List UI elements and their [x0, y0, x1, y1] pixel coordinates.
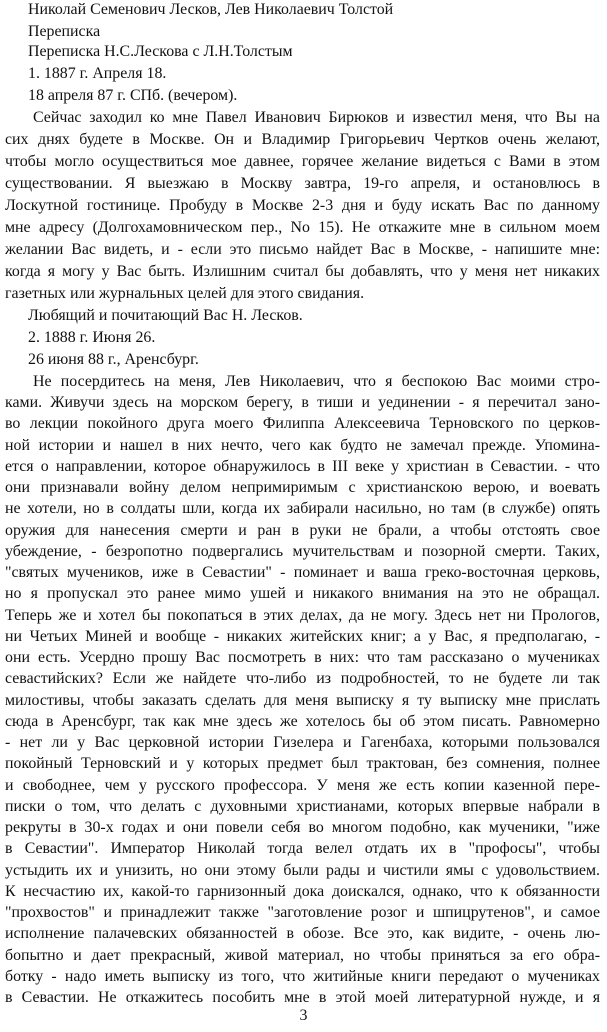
letter2-line: покойный Терновский и у которых предмет был трактован, без сомнения, полнее: [5, 755, 600, 772]
letter2-line: ется о направлении, которое обнаружилось в III веке у христиан в Севастии. - что: [5, 458, 600, 475]
page-number: 3: [299, 1007, 308, 1024]
letter2-line: Теперь же и хотел бы покопаться в этих делах, да не могу. Здесь нет ни Прологов,: [5, 607, 600, 624]
letter2-line: но я пропускал это ранее мимо ушей и никакого внимания на это не обращал.: [5, 585, 600, 602]
letter2-line: в Севастии". Император Николай тогда велел отдать их в "профосы", чтобы: [5, 840, 600, 857]
letter2-line: исполнение палачевских обязанностей в обозе. Все это, как видите, - очень лю-: [5, 925, 600, 942]
letter2-line: ками. Живучи здесь на морском берегу, в тиши и уединении - я перечитал зано-: [5, 394, 600, 411]
letter2-line: сюда в Аренсбург, так как мне здесь же хотелось бы об этом писать. Равномерно: [5, 713, 600, 730]
letter1-line: существовании. Я выезжаю в Москву завтра, 19-го апреля, и остановлюсь в: [5, 175, 600, 192]
letter2-line: ной истории и нашел в них нечто, чего как будто не замечал прежде. Упомина-: [5, 437, 600, 454]
letter2-place-date: 26 июня 88 г., Аренсбург.: [28, 351, 199, 368]
letter1-signature: Любящий и почитающий Вас Н. Лесков.: [28, 307, 303, 324]
letter2-line: не хотели, но в солдаты шли, когда их забирали насильно, но там (в службе) опять: [5, 500, 600, 517]
authors-line: Николай Семенович Лесков, Лев Николаевич Толстой: [28, 1, 394, 18]
letter2-line: убеждение, - безропотно подвергались мучительствам и позорной смерти. Таких,: [5, 543, 600, 560]
letter1-number-date: 1. 1887 г. Апреля 18.: [28, 65, 167, 82]
letter2-line: во лекции покойного друга моего Филиппа Алексеевича Терновского по церков-: [5, 415, 600, 432]
subtitle: Переписка Н.С.Лескова с Л.Н.Толстым: [28, 43, 293, 60]
letter1-line: сих днях будете в Москве. Он и Владимир Григорьевич Чертков очень желают,: [5, 131, 600, 148]
letter2-line: Не посердитесь на меня, Лев Николаевич, что я беспокою Вас моими стро-: [33, 373, 600, 390]
letter2-line: устыдить их и унизить, но они этому были рады и чистили ямы с удовольствием.: [5, 862, 600, 879]
letter1-line: газетных или журнальных целей для этого свидания.: [5, 285, 365, 302]
letter1-line: когда я могу у Вас быть. Излишним считал бы добавлять, что у меня нет никаких: [5, 263, 600, 280]
letter2-line: ботку - надо иметь выписку из того, что житийные книги передают о мучениках: [5, 968, 600, 985]
letter2-line: рекруты в 30-х годах и они повели себя во многом подобно, как мученики, "иже: [5, 819, 600, 836]
letter2-line: "святых мучеников, иже в Севастии" - поминает и ваша греко-восточная церковь,: [5, 564, 600, 581]
letter2-line: и свободнее, чем у русского профессора. У меня же есть копии казенной пере-: [5, 777, 600, 794]
letter2-line: - нет ли у Вас церковной истории Гизелера и Гагенбаха, которыми пользовался: [5, 734, 600, 751]
letter1-line: желании Вас видеть, и - если это письмо найдет Вас в Москве, - напишите мне:: [5, 241, 600, 258]
letter1-line: Сейчас заходил ко мне Павел Иванович Бирюков и известил меня, что Вы на: [33, 109, 600, 126]
book-title: Переписка: [28, 23, 101, 40]
letter2-line: они есть. Усердно прошу Вас посмотреть в них: что там рассказано о мучениках: [5, 649, 600, 666]
letter1-line: чтобы могло осуществиться мое давнее, горячее желание видеться с Вами в этом: [5, 153, 600, 170]
letter2-line: писки о том, что делать с духовными христианами, которых впервые набрали в: [5, 798, 600, 815]
letter2-line: они признавали войну делом непримиримым с христианскою верою, и воевать: [5, 479, 600, 496]
letter2-line: К несчастию их, какой-то гарнизонный дока доискался, однако, что к обязанности: [5, 883, 600, 900]
letter2-line: бопытно и дает прекрасный, живой материал, но чтобы приняться за его обра-: [5, 947, 600, 964]
letter2-line: ни Четьих Миней и вообще - никаких житейских книг; а у Вас, я предполагаю, -: [5, 628, 600, 645]
letter2-line: "прохвостов" и принадлежит также "заготовление розог и шпицрутенов", и самое: [5, 904, 600, 921]
letter2-line: в Севастии. Не откажитесь пособить мне в этой моей литературной нужде, и я: [5, 989, 600, 1006]
letter2-line: милостивы, чтобы заказать сделать для меня выписку я ту выписку мне прислать: [5, 692, 600, 709]
letter2-line: севастийских? Если же найдете что-либо из подробностей, то не будете ли так: [5, 670, 600, 687]
letter1-line: мне адресу (Долгохамовническом пер., No 15). Не откажите мне в сильном моем: [5, 219, 600, 236]
letter1-line: Лоскутной гостинице. Пробуду в Москве 2-3 дня и буду искать Вас по данному: [5, 197, 600, 214]
letter1-place-date: 18 апреля 87 г. СПб. (вечером).: [28, 87, 238, 104]
letter2-number-date: 2. 1888 г. Июня 26.: [28, 329, 156, 346]
letter2-line: оружия для нанесения смерти и ран в руки не брали, а чтобы отстоять свое: [5, 522, 600, 539]
